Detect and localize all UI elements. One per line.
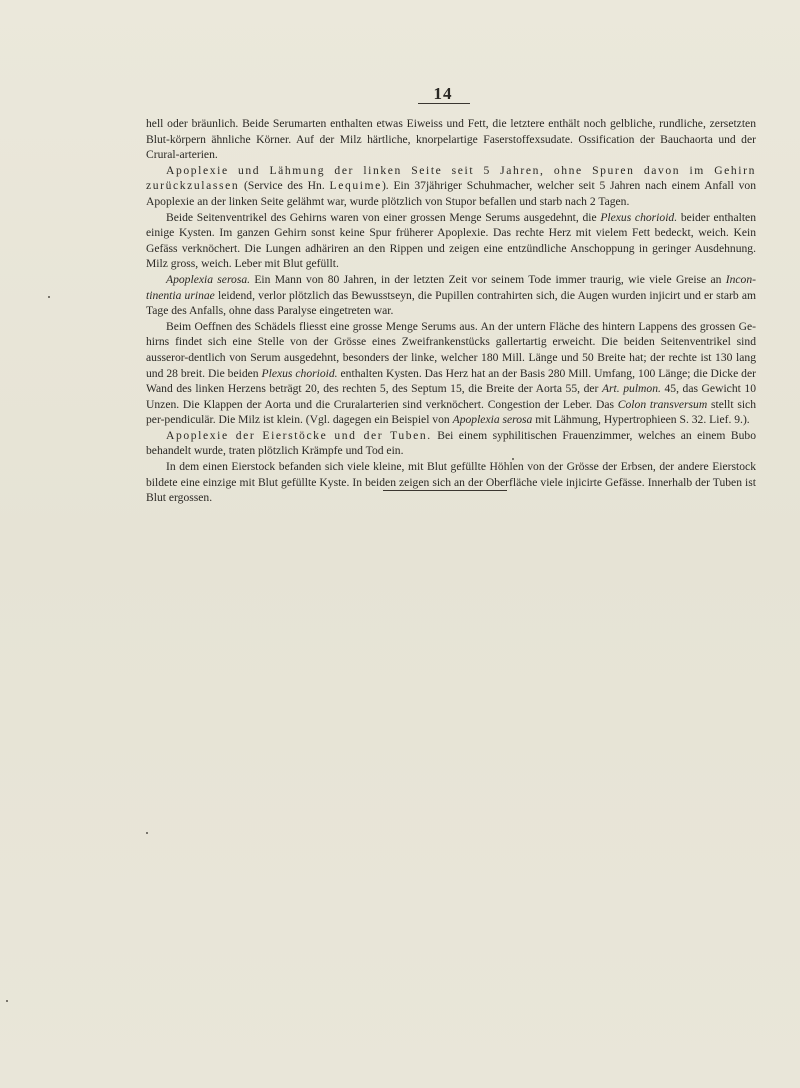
paper-speck (6, 1000, 8, 1002)
page-number-underline (418, 103, 470, 104)
text-run: Beim Oeffnen des Schädels fliesst eine grosse Menge Serums aus. An der untern Fläche des hintern Lappens des grossen Ge-hirns findet sich eine Stelle von der Grösse eines Zweifrankenstücks gallertartig erweicht. Die beiden Seitenventrikel sind ausseror-dentlich von Serum ausgedehnt, besonders der linke, welcher 180 Mill. Länge und 50 Breite hat; der rechte ist 130 lang und 28 breit. Die beiden (146, 319, 756, 380)
text-run: Bei einem syphilitischen Frauenzimmer, welches an einem Bubo behandelt wurde, traten plötzlich Krämpfe und Tod ein. (146, 428, 756, 458)
body-text (146, 116, 756, 506)
latin-term: Plexus chorioid. (600, 210, 678, 224)
text-run: beider enthalten einige Kysten. Im ganzen Gehirn sonst keine Spur früherer Apoplexie. Das rechte Herz mit vielem Fett bedeckt, weich. Kein Gefäss verknöchert. Die Lungen adhäriren an den Rippen und zeigen eine entzündliche Anschoppung in geringer Ausdehnung. Milz gross, weich. Leber mit Blut gefüllt. (146, 210, 756, 271)
latin-term: Art. pulmon. (601, 382, 661, 396)
paragraph (146, 319, 756, 428)
spaced-heading: Apoplexie und Lähmung der linken Seite seit 5 Jahren, ohne Spuren davon im Gehirn zurückzulassen (146, 163, 756, 193)
text-run: hell oder bräunlich. Beide Serumarten enthalten etwas Eiweiss und Fett, die letztere enthält noch gelbliche, rundliche, zersetzten Blut-körpern ähnliche Körner. Auf der Milz härtliche, knorpelartige Faserstoffexsudate. Ossification der Bauchaorta und der Crural-arterien. (146, 117, 756, 162)
paragraph (146, 116, 756, 163)
text-run: 45, das Gewicht 10 Unzen. Die Klappen der Aorta und die Cruralarterien sind verknöchert. Congestion der Leber. Das (146, 382, 756, 411)
text-run: Beide Seitenventrikel des Gehirns waren von einer grossen Menge Serums ausgedehnt, die (166, 210, 601, 224)
text-run: leidend, verlor plötzlich das Bewusstseyn, die Pupillen contrahirten sich, die Augen wurden injicirt und er starb am Tage des Anfalls, ohne dass Paralyse eingetreten war. (146, 288, 756, 318)
latin-term: Plexus chorioid. (261, 366, 338, 380)
paragraph (146, 272, 756, 319)
paper-speck (512, 458, 514, 460)
text-run: mit Lähmung, Hypertrophieen S. 32. Lief. 9.). (532, 413, 750, 427)
paragraph (146, 428, 756, 459)
paragraph (146, 210, 756, 272)
text-run: enthalten Kysten. Das Herz hat an der Basis 280 Mill. Umfang, 100 Länge; die Dicke der Wand des linken Herzens beträgt 20, des rechten 5, des Septum 15, die Breite der Aorta 55, der (146, 366, 756, 396)
text-run: ). Ein 37jähriger Schuhmacher, welcher seit 5 Jahren nach einem Anfall von Apoplexie an der linken Seite gelähmt war, wurde plötzlich von Stupor befallen und starb nach 2 Tagen. (146, 179, 756, 208)
latin-term: Apoplexia serosa (452, 413, 533, 427)
spaced-heading: Lequime (329, 179, 382, 193)
paragraph (146, 163, 756, 210)
text-run: In dem einen Eierstock befanden sich viele kleine, mit Blut gefüllte Höhlen von der Grösse der Erbsen, der andere Eierstock bildete eine einzige mit Blut gefüllte Kyste. In beiden zeigen sich an der Oberfläche viele injicirte Gefässe. Innerhalb der Tuben ist Blut ergossen. (146, 460, 756, 505)
page-number: 14 (433, 84, 453, 103)
section-end-rule (383, 490, 507, 491)
latin-term: Apoplexia serosa. (166, 272, 251, 286)
spaced-heading: Apoplexie der Eierstöcke und der Tuben. (166, 428, 432, 442)
paragraph (146, 459, 756, 506)
paper-speck (48, 296, 50, 298)
text-run: (Service des Hn. (239, 179, 330, 193)
text-run: Ein Mann von 80 Jahren, in der letzten Zeit vor seinem Tode immer traurig, wie viele Greise an (250, 272, 726, 286)
text-run: stellt sich per-pendiculär. Die Milz ist klein. (Vgl. dagegen ein Beispiel von (146, 397, 756, 427)
latin-term: Incon-tinentia urinae (146, 272, 756, 302)
latin-term: Colon transversum (617, 397, 708, 411)
paper-speck (146, 832, 148, 834)
